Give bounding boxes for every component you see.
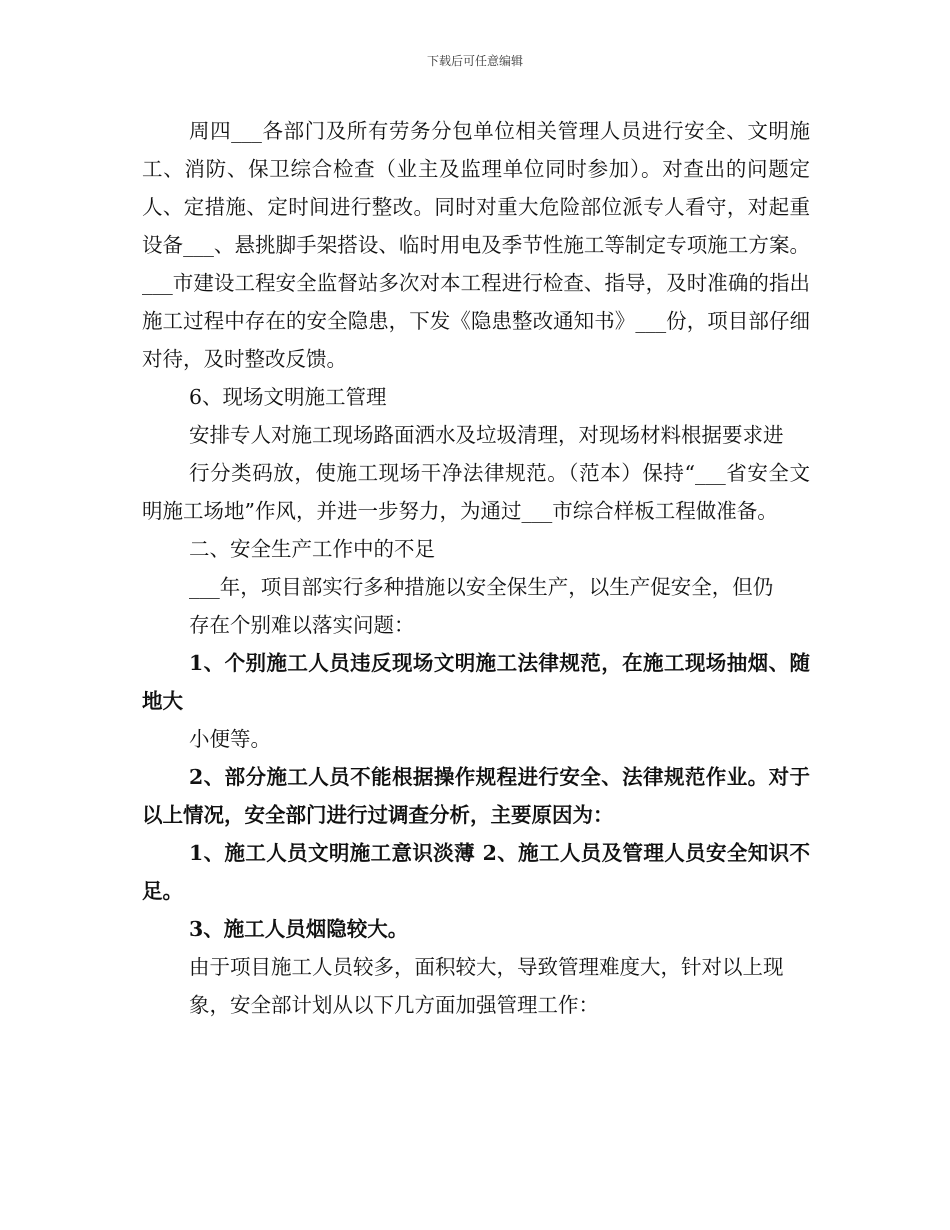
- list-item-causes: 1、施工人员文明施工意识淡薄 2、施工人员及管理人员安全知识不足。: [142, 841, 810, 903]
- paragraph-weekly-inspection: 周四___各部门及所有劳务分包单位相关管理人员进行安全、文明施工、消防、保卫综合检查（业主及监理单位同时参加）。对查出的问题定人、定措施、定时间进行整改。同时对重大危险部位派专人看守，对起重设备___、悬挑脚手架搭设、临时用电及季节性施工等制定专项施工方案。___市建设工程安全监督站多次对本工程进行检查、指导，及时准确的指出施工过程中存在的安全隐患，下发《隐患整改通知书》___份，项目部仔细对待，及时整改反馈。: [142, 119, 810, 371]
- document-body: [142, 112, 810, 1024]
- heading-site-civilized-construction: 6、现场文明施工管理: [189, 385, 387, 409]
- paragraph-management-difficulty: 由于项目施工人员较多，面积较大，导致管理难度大，针对以上现: [189, 955, 784, 979]
- heading-shortcomings: 二、安全生产工作中的不足: [189, 537, 435, 561]
- paragraph-arrange-staff: 安排专人对施工现场路面洒水及垃圾清理，对现场材料根据要求进: [189, 423, 784, 447]
- list-item-violation: 1、个别施工人员违反现场文明施工法律规范，在施工现场抽烟、随地大: [142, 651, 810, 713]
- list-item-smoking: 3、施工人员烟隐较大。: [189, 917, 409, 941]
- paragraph-year-measures: ___年，项目部实行多种措施以安全保生产，以生产促安全，但仍: [189, 575, 774, 599]
- list-item-non-compliance: 2、部分施工人员不能根据操作规程进行安全、法律规范作业。对于以上情况，安全部门进行过调查分析，主要原因为：: [142, 765, 810, 827]
- paragraph-violation-continued: 小便等。: [189, 727, 271, 751]
- paragraph-remaining-problems: 存在个别难以落实问题：: [189, 613, 415, 637]
- page-header: 下载后可任意编辑: [426, 54, 523, 68]
- paragraph-management-plan: 象，安全部计划从以下几方面加强管理工作：: [189, 993, 599, 1017]
- paragraph-classified-stacking: 行分类码放，使施工现场干净法律规范。（范本）保持“___省安全文明施工场地”作风，并进一步努力，为通过___市综合样板工程做准备。: [142, 461, 810, 523]
